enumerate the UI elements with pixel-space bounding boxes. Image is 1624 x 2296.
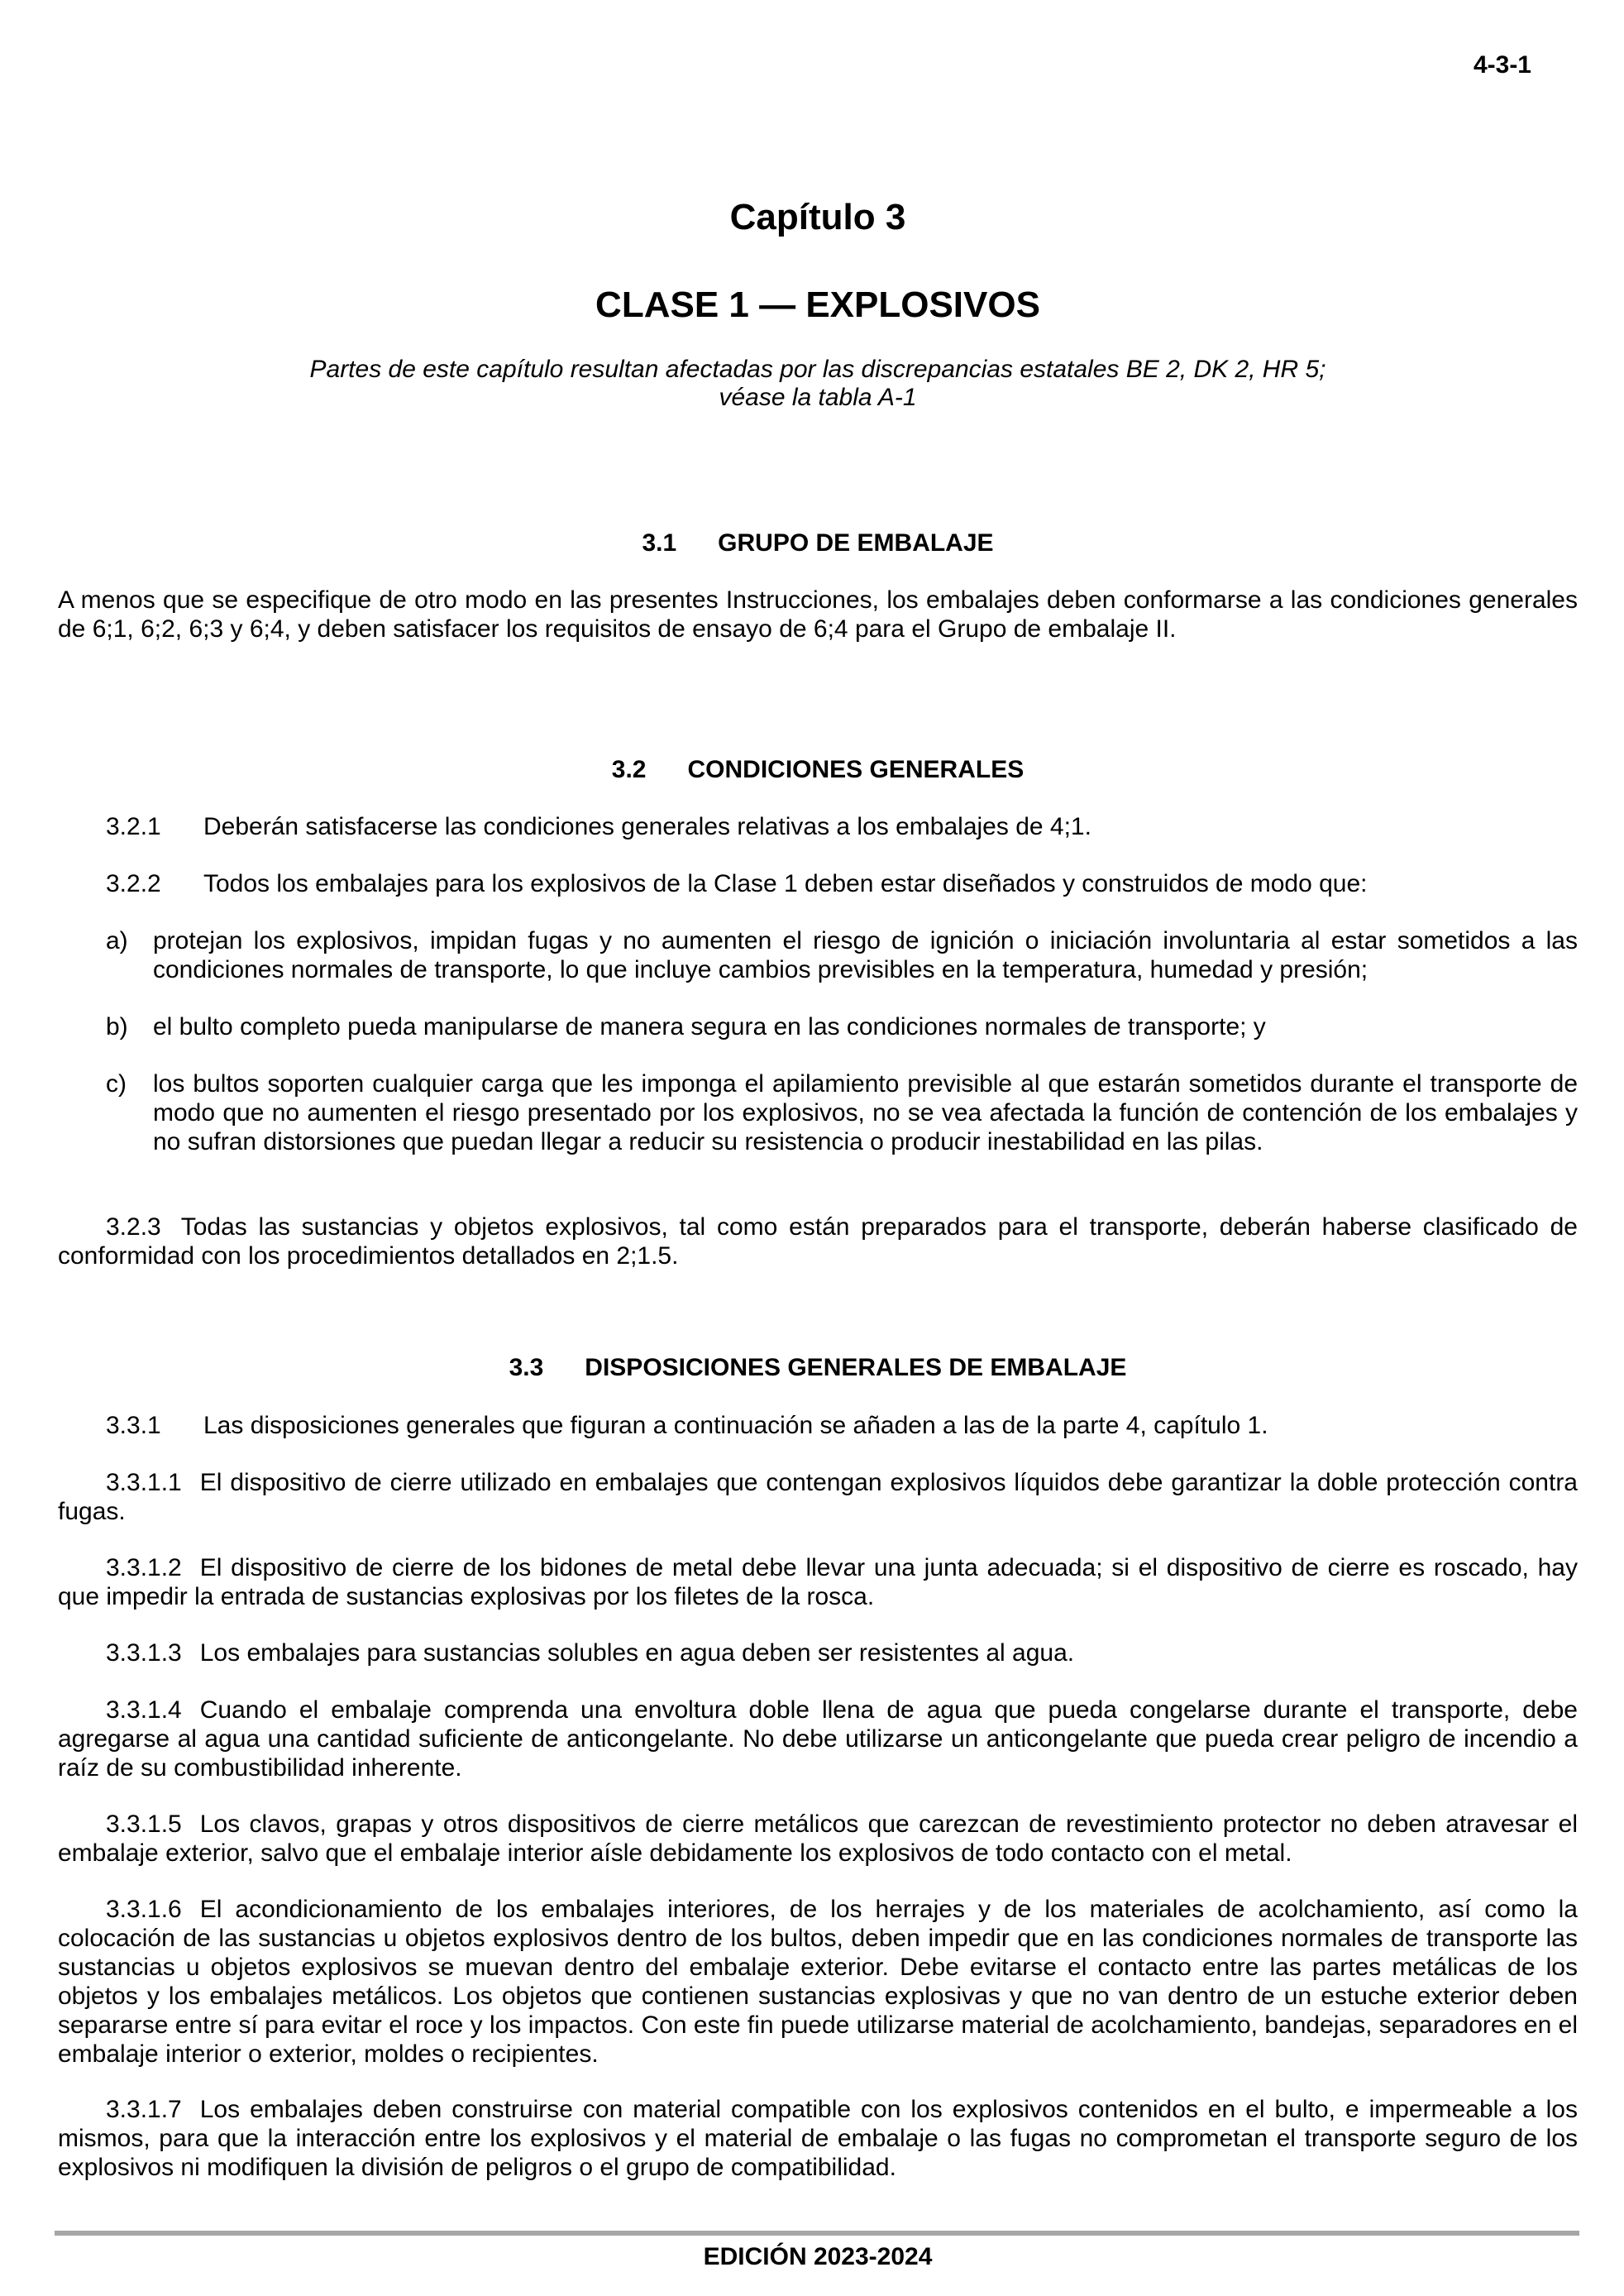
paragraph-text: Las disposiciones generales que figuran a continuación se añaden a las de la parte 4, capítulo 1. xyxy=(203,1412,1268,1439)
paragraph-text: El dispositivo de cierre de los bidones de metal debe llevar una junta adecuada; si el dispositivo de cierre es roscado, hay que impedir la entrada de sustancias explosivas por los filetes de la rosca. xyxy=(58,1554,1578,1610)
list-item-text: los bultos soporten cualquier carga que les imponga el apilamiento previsible al que estarán sometidos durante el transporte de modo que no aumenten el riesgo presentado por los explosivos, no se vea afectada la función de contención de los embalajes y no sufran distorsiones que puedan llegar a reducir su resistencia o producir inestabilidad en las pilas. xyxy=(153,1070,1578,1155)
discrepancy-line-2: véase la tabla A-1 xyxy=(719,384,917,411)
paragraph-3-1: A menos que se especifique de otro modo en las presentes Instrucciones, los embalajes deben conformarse a las condiciones generales de 6;1, 6;2, 6;3 y 6;4, y deben satisfacer los requisitos de ensayo de 6;4 para el Grupo de embalaje II. xyxy=(58,586,1578,643)
section-title: CONDICIONES GENERALES xyxy=(687,756,1025,783)
section-heading-3-3 xyxy=(58,1354,1578,1382)
paragraph-3-3-1-2 xyxy=(58,1553,1578,1611)
paragraph-text: Los embalajes deben construirse con material compatible con los explosivos contenidos en el bulto, e impermeable a los mismos, para que la interacción entre los explosivos y el material de embalaje o las fugas no comprometan el transporte seguro de los explosivos ni modifiquen la división de peligros o el grupo de compatibilidad. xyxy=(58,2096,1578,2181)
chapter-title: CLASE 1 — EXPLOSIVOS xyxy=(595,285,1040,325)
list-item-label: c) xyxy=(106,1070,127,1098)
paragraph-3-3-1-4 xyxy=(58,1696,1578,1782)
paragraph-text: Los clavos, grapas y otros dispositivos de cierre metálicos que carezcan de revestimiento protector no deben atravesar el embalaje exterior, salvo que el embalaje interior aísle debidamente los explosivos de todo contacto con el metal. xyxy=(58,1810,1578,1867)
section-number: 3.1 xyxy=(642,529,677,557)
paragraph-number: 3.3.1.3 xyxy=(106,1639,182,1667)
section-title: GRUPO DE EMBALAJE xyxy=(718,529,994,557)
paragraph-number: 3.3.1.5 xyxy=(106,1810,182,1838)
paragraph-text: Todas las sustancias y objetos explosivos, tal como están preparados para el transporte, deberán haberse clasificado de conformidad con los procedimientos detallados en 2;1.5. xyxy=(58,1213,1578,1270)
paragraph-text: El acondicionamiento de los embalajes interiores, de los herrajes y de los materiales de acolchamiento, así como la colocación de las sustancias u objetos explosivos dentro de los bultos, deben impedir que en las condiciones normales de transporte las sustancias u objetos explosivos se muevan dentro del embalaje exterior. Debe evitarse el contacto entre las partes metálicas de los objetos y los embalajes metálicos. Los objetos que contienen sustancias explosivas y que no van dentro de un estuche exterior deben separarse entre sí para evitar el roce y los impactos. Con este fin puede utilizarse material de acolchamiento, bandejas, separadores en el embalaje interior o exterior, moldes o recipientes. xyxy=(58,1896,1578,2068)
paragraph-number: 3.2.3 xyxy=(106,1213,161,1241)
paragraph-number: 3.3.1.7 xyxy=(106,2096,182,2123)
list-item-text: el bulto completo pueda manipularse de manera segura en las condiciones normales de transporte; y xyxy=(153,1013,1266,1040)
paragraph-number: 3.3.1.4 xyxy=(106,1696,182,1724)
section-title: DISPOSICIONES GENERALES DE EMBALAJE xyxy=(585,1354,1127,1381)
list-item-label: b) xyxy=(106,1013,128,1040)
paragraph-3-3-1-5 xyxy=(58,1810,1578,1868)
paragraph-number: 3.3.1.6 xyxy=(106,1896,182,1923)
page-number: 4-3-1 xyxy=(1473,51,1531,79)
paragraph-number: 3.3.1 xyxy=(106,1412,161,1439)
paragraph-text: Cuando el embalaje comprenda una envoltura doble llena de agua que pueda congelarse durante el transporte, debe agregarse al agua una cantidad suficiente de anticongelante. No debe utilizarse un anticongelante que pueda crear peligro de incendio a raíz de su combustibilidad inherente. xyxy=(58,1696,1578,1782)
paragraph-text: Deberán satisfacerse las condiciones generales relativas a los embalajes de 4;1. xyxy=(203,813,1091,840)
paragraph-text: El dispositivo de cierre utilizado en embalajes que contengan explosivos líquidos debe garantizar la doble protección contra fugas. xyxy=(58,1469,1578,1525)
document-page xyxy=(58,0,1578,2296)
paragraph-text: Los embalajes para sustancias solubles en agua deben ser resistentes al agua. xyxy=(199,1639,1075,1667)
paragraph-number: 3.2.1 xyxy=(106,813,161,840)
edition-footer: EDICIÓN 2023-2024 xyxy=(703,2243,933,2270)
footer-rule xyxy=(55,2231,1579,2236)
section-number: 3.2 xyxy=(611,756,647,783)
paragraph-number: 3.3.1.1 xyxy=(106,1469,182,1496)
paragraph-number: 3.3.1.2 xyxy=(106,1554,182,1581)
paragraph-3-2-3 xyxy=(58,1213,1578,1270)
section-number: 3.3 xyxy=(509,1354,544,1381)
paragraph-3-3-1-6 xyxy=(58,1895,1578,2069)
paragraph-number: 3.2.2 xyxy=(106,870,161,897)
discrepancy-note xyxy=(58,356,1578,412)
paragraph-3-3-1-7 xyxy=(58,2095,1578,2182)
paragraph-text: Todos los embalajes para los explosivos de la Clase 1 deben estar diseñados y construidos de modo que: xyxy=(203,870,1368,897)
paragraph-3-3-1-3 xyxy=(58,1638,1578,1667)
list-item-label: a) xyxy=(106,927,128,954)
paragraph-3-3-1-1 xyxy=(58,1468,1578,1526)
section-heading-3-2 xyxy=(58,756,1578,784)
list-item-text: protejan los explosivos, impidan fugas y no aumenten el riesgo de ignición o iniciación involuntaria al estar sometidos a las condiciones normales de transporte, lo que incluye cambios previsibles en la temperatura, humedad y presión; xyxy=(153,927,1578,983)
chapter-label: Capítulo 3 xyxy=(729,197,906,237)
discrepancy-line-1: Partes de este capítulo resultan afectadas por las discrepancias estatales BE 2, DK 2, HR 5; xyxy=(309,356,1326,383)
section-heading-3-1 xyxy=(58,529,1578,557)
